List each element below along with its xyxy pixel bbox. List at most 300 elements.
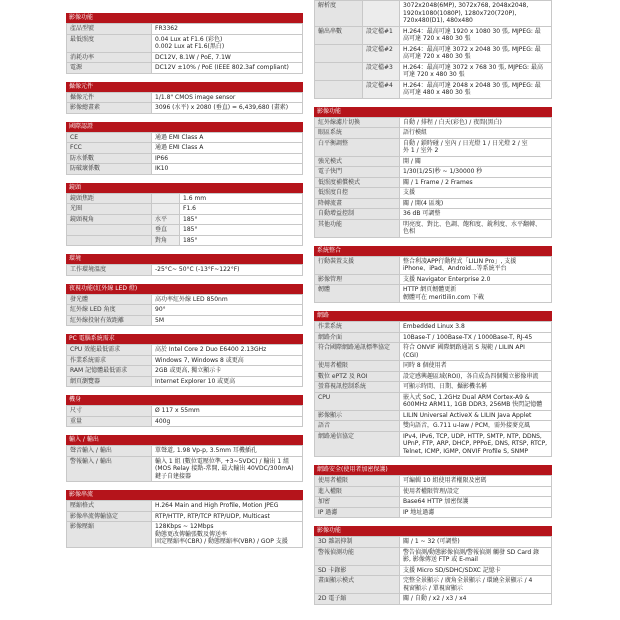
spec-row [67,52,303,63]
spec-table [66,445,303,482]
spec-label [67,235,152,246]
spec-label: 韌體 [315,285,400,303]
spec-value-line: 符合 ONVIF 國際網路通訊 S 規範 / LILIN API [403,344,525,351]
spec-value [400,1,552,27]
spec-value-line: 警告偵測/動態影像偵測/警報偵測 觸發 SD Card 錄 [403,548,540,556]
spec-value-line: FR3362 [155,25,178,32]
spec-value [400,476,552,487]
spec-value [400,507,552,518]
spec-label: 語音 [315,421,400,432]
spec-row [315,128,552,139]
spec-row [67,225,303,236]
spec-row [315,1,552,27]
spec-row [67,103,303,114]
spec-value [152,132,303,143]
spec-value [400,26,552,44]
spec-row [315,177,552,188]
spec-value-line: 185° [183,226,198,233]
section-header: 影像串流 [66,490,303,500]
spec-label: 3D 雜訊抑制 [315,537,400,548]
spec-value [400,62,552,80]
spec-value [152,92,303,103]
spec-value-line: HTTP 網頁韌體更新 [403,286,457,293]
spec-label: 紅外線投射有效距離 [67,315,152,326]
spec-value [180,204,303,215]
spec-value-line: 支援 Micro SD/SDHC/SDXC 記憶卡 [403,566,501,574]
left-section [66,490,303,548]
spec-value-line: (MOS Relay 接點-常開, 最大輸出 40VDC/300mA) [155,465,294,472]
spec-row [315,80,552,98]
spec-table [314,475,552,518]
spec-value [400,80,552,98]
spec-row [67,153,303,164]
spec-value-line: 可達 720 x 480 30 張 [403,71,465,78]
spec-value-line: Embedded Linux 3.8 [403,323,465,330]
spec-value [152,406,303,417]
spec-value-line: 嵌入式 SoC, 1.2GHz Dual ARM Cortex-A9 & [403,393,530,401]
spec-value-line: 整合利凌APP行動程式「LILIN Pro」, 支援 [403,257,517,265]
spec-label: 電源 [67,63,152,74]
spec-value-line: 關 / 自動 / x2 / x3 / x4 [403,595,467,602]
spec-value-line: LILIN Universal ActiveX & LILIN Java Applet [403,411,532,419]
spec-sublabel: 設定檔#2 [363,44,400,62]
spec-value-line: 1.6 mm [183,194,207,202]
resolution-section [314,0,552,99]
spec-value [400,431,552,457]
spec-row [315,392,552,410]
spec-row [67,132,303,143]
spec-value-line: 90° [155,306,166,313]
spec-row [315,332,552,343]
spec-value [152,456,303,482]
spec-value-line: H.264：最高可達 3072 x 2048 30 張, MJPEG: 最 [403,45,541,53]
spec-row [67,204,303,215]
spec-value [180,214,303,225]
section-header: 輸入 / 輸出 [66,435,303,445]
spec-row [315,44,552,62]
spec-row [315,117,552,128]
spec-row [315,156,552,167]
spec-label: 輸出串數 [315,26,363,44]
spec-row [315,431,552,457]
spec-row [315,322,552,333]
spec-value-line: 關 / 開(4 區塊) [403,199,444,207]
spec-value [400,410,552,421]
spec-label: 自動增益控制 [315,209,400,220]
section-header: 影像功能 [66,13,303,23]
spec-value-line: Internet Explorer 10 或更高 [155,377,236,385]
spec-row [315,62,552,80]
spec-label: RAM 記憶體最低需求 [67,366,152,377]
spec-row [315,547,552,565]
spec-table [66,264,303,276]
spec-label: 產品型號 [67,24,152,35]
spec-value-line: Ø 117 x 55mm [155,407,200,414]
right-section [314,526,552,605]
spec-value-line: 使用者權限管理/設定 [403,487,460,495]
left-section [66,183,303,247]
spec-row [315,371,552,382]
spec-value-line: 自動 / 鎖時碰 / 室內 / 日光燈 1 / 日光燈 2 / 室 [403,139,528,147]
spec-value-line: 自動 / 排程 / 白天(彩色) / 夜間(黑白) [403,118,502,126]
right-section [314,311,552,457]
spec-value-line: 高功率紅外線 LED 850nm [155,295,228,303]
spec-label: 使用者權限 [315,476,400,487]
right-section [314,246,552,304]
section-header: 攝像元件 [66,82,303,92]
left-section [66,395,303,427]
spec-value-line: 視窗顯示 / 單視窗顯示 [403,584,463,592]
spec-row [67,511,303,522]
spec-value [400,565,552,576]
section-header: 網路 [314,311,552,321]
spec-value-line: iPhone、iPad、Android...等系統平台 [403,265,507,272]
spec-value-line: 同時 8 個使用者 [403,362,447,369]
spec-value [400,209,552,220]
spec-label: 攝像元件 [67,92,152,103]
spec-value-line: 開 / 關 [403,157,421,165]
section-header: 國際認證 [66,122,303,132]
spec-label: 最低照度 [67,34,152,52]
spec-label: 光圈 [67,204,152,215]
spec-value-line: 高可達 480 x 480 30 張 [403,89,471,96]
spec-value [152,34,303,52]
spec-value-line: 128Kbps ~ 12Mbps [155,523,214,530]
right-section [314,107,552,238]
spec-row [315,421,552,432]
spec-label [315,62,363,80]
spec-value-line: 1/30(1/25)秒 ~ 1/30000 秒 [403,168,483,175]
section-header: 機身 [66,395,303,405]
spec-row [315,209,552,220]
left-section [66,334,303,387]
spec-row [315,198,552,209]
spec-label: 加密 [315,497,400,508]
spec-value [400,138,552,156]
spec-value-line: 支援 Navigator Enterprise 2.0 [403,275,491,283]
spec-label: 解析度 [315,1,363,27]
spec-value-line: UPnP, FTP, ARP, DHCP, PPPoE, DNS, RTSP, RTCP, [403,440,548,447]
spec-label: CE [67,132,152,143]
section-header: 夜視功能(紅外線 LED 燈) [66,284,303,294]
spec-value-line: 600MHz ARM11, 1GB DDR3, 256MB 快閃記憶體 [403,401,543,408]
spec-value-line: 動態更改傳輸張數及傳送率 [155,530,228,538]
spec-label: 影像串流傳輸協定 [67,511,152,522]
spec-table [66,294,303,327]
spec-value-line: 通過 EMI Class A [155,133,204,141]
spec-value-line: 3096 (水平) x 2080 (垂直) = 6,439,680 (畫素) [155,104,289,111]
spec-label: CPU [315,392,400,410]
spec-row [315,138,552,156]
spec-value [400,219,552,237]
spec-value-line: 0.04 Lux at F1.6 (彩色) [155,35,223,43]
spec-table [66,344,303,387]
spec-row [67,355,303,366]
spec-label: 防破壞係數 [67,164,152,175]
spec-row [315,410,552,421]
spec-sublabel: 水平 [152,214,180,225]
spec-table [66,405,303,427]
spec-row [315,343,552,361]
spec-value [400,128,552,139]
spec-value [400,576,552,594]
spec-row [315,537,552,548]
spec-label: 符合國際網路通訊標準協定 [315,343,400,361]
spec-label: 網路介面 [315,332,400,343]
spec-label: 鏡頭焦距 [67,193,152,204]
spec-row [315,382,552,393]
spec-row [315,594,552,605]
spec-row [67,456,303,482]
spec-label: 低照度自控 [315,188,400,199]
spec-value-line: IPv4, IPv6, TCP, UDP, HTTP, SMTP, NTP, DDNS, [403,432,542,440]
spec-label: 壓縮格式 [67,501,152,512]
spec-value-line: 設定感興趣區域(ROI)，各自成為四個獨立影像串流 [403,372,539,380]
spec-value-line: 色相 [403,228,416,235]
spec-value-line: Windows 7, Windows 8 或更高 [155,356,244,364]
spec-table [66,193,303,247]
spec-value-line: H.264 Main and High Profile, Motion JPEG [155,502,279,509]
spec-value [152,345,303,356]
spec-label: 發光體 [67,294,152,305]
spec-label: 作業系統需求 [67,355,152,366]
spec-value [400,44,552,62]
spec-row [315,219,552,237]
spec-label: 2D 電子縮 [315,594,400,605]
spec-value [400,371,552,382]
spec-value [400,486,552,497]
spec-value [152,376,303,387]
spec-value-line: -25°C~ 50°C (-13°F~122°F) [155,266,240,273]
spec-label: 電子快門 [315,167,400,178]
spec-label: 行動裝置支援 [315,256,400,274]
spec-value [152,164,303,175]
spec-value [400,167,552,178]
spec-label: 影像總畫素 [67,103,152,114]
spec-value [152,315,303,326]
spec-sublabel: 設定檔#3 [363,62,400,80]
spec-value-line: 語行模組 [403,129,428,136]
section-header: 影像功能 [314,526,552,536]
spec-row [315,486,552,497]
spec-label: 紅外線 LED 角度 [67,305,152,316]
spec-value-line: 185° [183,236,198,244]
spec-row [67,416,303,427]
right-section [314,465,552,518]
spec-label: 螢幕視訊控制系統 [315,382,400,393]
spec-value-line: 雙向語音，G.711 u-law / PCM，需外接麥克風 [403,422,530,429]
spec-value-line: Base64 HTTP 加密保護 [403,498,469,505]
spec-label: 防水係數 [67,153,152,164]
spec-row [67,305,303,316]
spec-row [315,361,552,372]
spec-row [67,92,303,103]
spec-label [315,80,363,98]
left-section [66,122,303,175]
spec-label: 畫面顯示模式 [315,576,400,594]
section-header: 影像功能 [314,107,552,117]
spec-table [66,92,303,114]
spec-value [400,156,552,167]
spec-value-line: 明亮度、對比、色調、飽和度、銳利度、水平翻轉、 [403,220,542,228]
spec-value [152,103,303,114]
spec-value [400,322,552,333]
spec-value [400,198,552,209]
spec-value-line: IP66 [155,154,169,162]
spec-value-line: Telnet, ICMP, IGMP, ONVIF Profile S, SNMP [403,447,528,455]
spec-value-line: 0.002 Lux at F1.6(黑白) [155,43,225,50]
spec-value [400,361,552,372]
spec-row [315,507,552,518]
spec-value [400,274,552,285]
spec-table [314,536,552,605]
spec-value [152,52,303,63]
spec-row [67,164,303,175]
spec-row [67,406,303,417]
spec-value-line: 完整全景顯示 / 廣角全景顯示 / 環繞全景顯示 / 4 [403,577,533,584]
spec-value-line: 36 dB 可調整 [403,210,441,217]
spec-value-line: 高可達 720 x 480 30 張 [403,35,471,42]
spec-label: 降轉流畫 [315,198,400,209]
spec-value [152,446,303,457]
spec-value-line: 185° [183,215,198,223]
spec-label [315,44,363,62]
spec-label: SD 卡錄影 [315,565,400,576]
spec-label: 影像管理 [315,274,400,285]
spec-label: 工作環境溫度 [67,265,152,276]
spec-value-line: 可編輯 10 組使用者權限及密碼 [403,477,487,484]
spec-sublabel: 對角 [152,235,180,246]
section-header: PC 電腦系統需求 [66,334,303,344]
spec-row [67,143,303,154]
spec-label: 進入權限 [315,486,400,497]
spec-label: 鏡頭視角 [67,214,152,225]
section-header: 環境 [66,254,303,264]
spec-sublabel: 設定檔#1 [363,26,400,44]
spec-table [314,256,552,304]
left-section [66,284,303,327]
spec-value [180,225,303,236]
spec-value-line: 外 1 / 室外 2 [403,147,439,154]
spec-row [315,256,552,274]
spec-value [152,501,303,512]
spec-row [67,446,303,457]
spec-value [152,265,303,276]
spec-value-line: 輸入 1 組 (數位電壓位準, +3~5VDC) / 輸出 1 組 [155,457,290,465]
spec-value-line: DC12V, 8.1W / PoE, 7.1W [155,53,231,61]
spec-label: 聲音輸入 / 輸出 [67,446,152,457]
spec-value [400,547,552,565]
spec-row [67,214,303,225]
spec-value-line: H.264：最高可達 2048 x 2048 30 張, MJPEG: 最 [403,81,541,89]
spec-label: 網頁瀏覽器 [67,376,152,387]
spec-value [152,294,303,305]
spec-label: 消耗功率 [67,52,152,63]
section-header: 系統整合 [314,246,552,256]
spec-value [152,63,303,74]
spec-row [67,376,303,387]
spec-label [67,225,152,236]
spec-row [67,345,303,356]
spec-label: IP 過濾 [315,507,400,518]
left-spec-column [66,13,303,556]
spec-row [315,285,552,303]
spec-label: 尺寸 [67,406,152,417]
spec-value-line: 400g [155,417,171,425]
spec-value-line: 鍵子自建接器 [155,472,192,480]
spec-label: 低照度補償模式 [315,177,400,188]
spec-row [315,497,552,508]
spec-label: 眼區系統 [315,128,400,139]
spec-value [400,256,552,274]
spec-value [180,193,303,204]
spec-value [152,355,303,366]
spec-value-line: 3072x2048(6MP), 3072x768, 2048x2048, [403,2,529,9]
spec-row [315,26,552,44]
spec-value-line: 高於 Intel Core 2 Duo E6400 2.13GHz [155,346,267,353]
spec-row [315,188,552,199]
spec-row [67,193,303,204]
spec-label: 網路通信協定 [315,431,400,457]
spec-value [400,421,552,432]
spec-row [315,576,552,594]
spec-value-line: RTP/HTTP, RTP/TCP RTP/UDP, Multicast [155,512,270,520]
spec-value [400,117,552,128]
spec-row [315,476,552,487]
spec-value-line: 單聲道, 1.98 Vp-p, 3.5mm 耳機插孔 [155,447,257,454]
spec-value [152,522,303,548]
spec-value-line: 影, 影像傳送 FTP 或 E-mail [403,556,478,563]
spec-row [67,366,303,377]
spec-value [400,497,552,508]
spec-value [400,392,552,410]
spec-value-line: IP 地址過濾 [403,508,435,516]
spec-label: FCC [67,143,152,154]
spec-label: 警報輸入 / 輸出 [67,456,152,482]
spec-value [152,24,303,35]
spec-value [180,235,303,246]
spec-row [315,565,552,576]
spec-value-line: IK10 [155,165,169,172]
spec-label: 警報偵測功能 [315,547,400,565]
left-section [66,435,303,482]
spec-table [66,500,303,548]
spec-label: CPU 效能最低需求 [67,345,152,356]
spec-value [152,416,303,427]
spec-value-line: F1.6 [183,205,196,212]
spec-value-line: 5M [155,316,164,324]
section-header: 網路安全(使用者加密保護) [314,465,552,475]
spec-value-line: 720x480(D1), 480x480 [403,17,473,24]
spec-sublabel [363,1,400,27]
spec-row [67,235,303,246]
spec-sublabel: 垂直 [152,225,180,236]
spec-value-line: 固定壓縮率(CBR) / 動態壓縮率(VBR) / GOP 支援 [155,538,288,545]
spec-label: 作業系統 [315,322,400,333]
spec-value-line: 2GB 或更高, 獨立顯示卡 [155,367,222,374]
spec-row [315,274,552,285]
spec-value [400,343,552,361]
spec-value-line: 可顯示時間、日期、攝影機名稱 [403,383,488,390]
spec-value [400,594,552,605]
right-spec-column [314,0,552,613]
spec-value-line: DC12V ±10% / PoE (IEEE 802.3af compliant) [155,64,289,71]
spec-label: 使用者權限 [315,361,400,372]
spec-table [66,132,303,175]
spec-value-line: 10Base-T / 100Base-TX / 1000Base-T, RJ-45 [403,333,533,341]
spec-table [314,117,552,238]
spec-value [400,382,552,393]
